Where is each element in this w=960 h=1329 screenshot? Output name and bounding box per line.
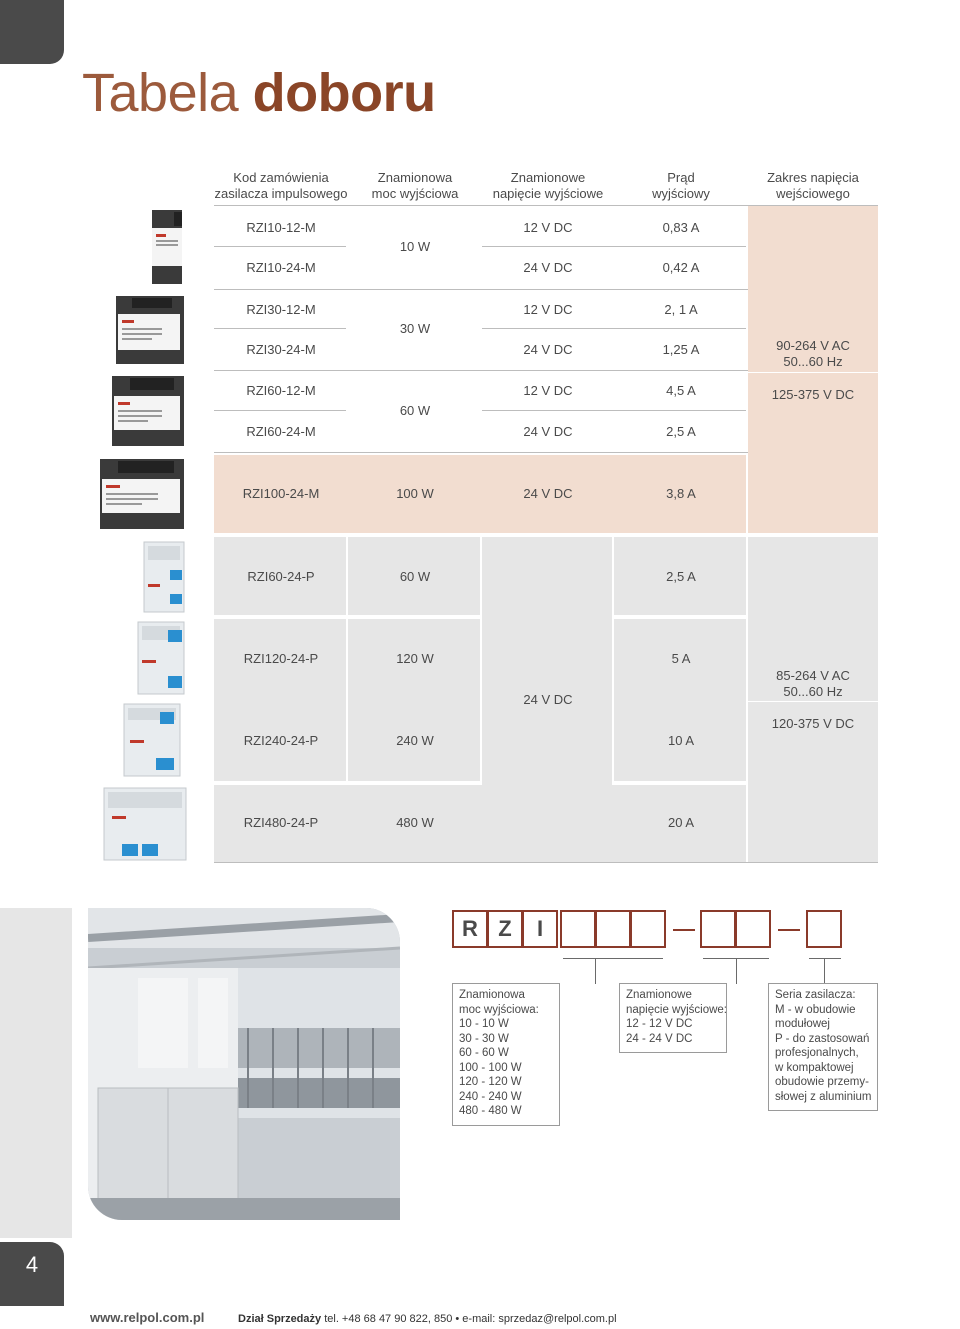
product-image-rzi60p — [140, 540, 190, 614]
power-rzi10: 10 W — [399, 239, 431, 254]
power-rzi120p: 120 W — [396, 651, 434, 666]
power-rzi30: 30 W — [399, 321, 431, 336]
input-range-p-dc: 120-375 V DC — [771, 716, 855, 731]
code-slot-power — [560, 910, 596, 948]
divider — [214, 370, 748, 371]
voltage-rzi10-24: 24 V DC — [523, 260, 573, 275]
divider — [214, 452, 748, 453]
product-image-rzi240p — [120, 702, 186, 778]
footer-contact: Dział Sprzedaży tel. +48 68 47 90 822, 850 • e-mail: sprzedaz@relpol.com.pl — [238, 1313, 617, 1325]
code-rzi10-12: RZI10-12-M — [246, 220, 316, 235]
current-rzi10-24: 0,42 A — [662, 260, 700, 275]
code-slot-power — [630, 910, 666, 948]
voltage-rzi60-24: 24 V DC — [523, 424, 573, 439]
connector-power — [595, 958, 596, 984]
voltage-p-series: 24 V DC — [523, 692, 573, 707]
connector-series — [824, 958, 825, 984]
current-rzi60p: 2,5 A — [666, 569, 696, 584]
page-number: 4 — [25, 1252, 39, 1277]
code-dash — [673, 929, 695, 931]
divider — [214, 246, 346, 247]
current-rzi30-24: 1,25 A — [662, 342, 700, 357]
p-row2-current-bg — [614, 619, 746, 781]
code-rzi60-12: RZI60-12-M — [246, 383, 316, 398]
power-rzi60: 60 W — [399, 403, 431, 418]
code-letter-z: Z — [487, 910, 523, 948]
code-rzi240p: RZI240-24-P — [243, 733, 319, 748]
input-range-m-dc: 125-375 V DC — [771, 387, 855, 402]
divider — [482, 246, 746, 247]
input-range-p-ac: 85-264 V AC 50...60 Hz — [776, 668, 850, 699]
legend-power: Znamionowa moc wyjściowa: 10 - 10 W 30 - 30 W 60 - 60 W 100 - 100 W 120 - 120 W 240 - 240 W 480 - 480 W — [452, 983, 560, 1126]
code-rzi120p: RZI120-24-P — [243, 651, 319, 666]
header-power: Znamionowa moc wyjściowa — [371, 170, 459, 201]
product-image-rzi60 — [108, 372, 188, 450]
legend-voltage: Znamionowe napięcie wyjściowe: 12 - 12 V DC 24 - 24 V DC — [619, 983, 727, 1053]
product-image-rzi30 — [112, 292, 188, 368]
code-rzi60p: RZI60-24-P — [247, 569, 315, 584]
divider — [482, 328, 746, 329]
divider — [214, 410, 346, 411]
voltage-rzi30-12: 12 V DC — [523, 302, 573, 317]
divider — [214, 862, 878, 863]
current-rzi30-12: 2, 1 A — [664, 302, 698, 317]
product-image-rzi10 — [148, 208, 188, 286]
current-rzi240p: 10 A — [667, 733, 695, 748]
current-rzi120p: 5 A — [671, 651, 691, 666]
product-image-rzi480p — [100, 786, 190, 862]
code-rzi60-24: RZI60-24-M — [246, 424, 316, 439]
current-rzi60-12: 4,5 A — [666, 383, 696, 398]
power-rzi60p: 60 W — [399, 569, 431, 584]
divider — [482, 410, 746, 411]
current-rzi60-24: 2,5 A — [666, 424, 696, 439]
code-slot-voltage — [700, 910, 736, 948]
product-image-rzi100 — [96, 455, 188, 533]
input-range-m-ac: 90-264 V AC 50...60 Hz — [776, 338, 850, 369]
current-rzi100: 3,8 A — [666, 486, 696, 501]
corner-tab-top — [0, 0, 64, 64]
footer-url[interactable]: www.relpol.com.pl — [90, 1310, 205, 1325]
current-rzi10-12: 0,83 A — [662, 220, 700, 235]
code-rzi100: RZI100-24-M — [242, 486, 320, 501]
divider — [748, 372, 878, 373]
power-rzi480p: 480 W — [396, 815, 434, 830]
p-row2-code-bg — [214, 619, 346, 781]
divider — [214, 289, 748, 290]
divider — [214, 205, 878, 206]
divider — [748, 701, 878, 702]
header-current: Prąd wyjściowy — [652, 170, 710, 201]
product-image-rzi120p — [134, 620, 190, 696]
code-letter-i: I — [522, 910, 558, 948]
voltage-rzi60-12: 12 V DC — [523, 383, 573, 398]
left-grey-panel — [0, 908, 72, 1238]
code-letter-r: R — [452, 910, 488, 948]
current-rzi480p: 20 A — [667, 815, 695, 830]
legend-series: Seria zasilacza: M - w obudowie modułowej P - do zastosowań profesjonalnych, w kompaktowej obudowie przemy- słowej z aluminium — [768, 983, 878, 1111]
header-code: Kod zamówienia zasilacza impulsowego — [214, 170, 348, 201]
code-rzi10-24: RZI10-24-M — [246, 260, 316, 275]
code-slot-voltage — [735, 910, 771, 948]
bracket-series — [809, 958, 841, 959]
voltage-rzi100: 24 V DC — [523, 486, 573, 501]
header-voltage: Znamionowe napięcie wyjściowe — [492, 170, 604, 201]
factory-photo — [88, 908, 400, 1220]
power-rzi240p: 240 W — [396, 733, 434, 748]
bracket-power — [563, 958, 663, 959]
divider — [214, 328, 346, 329]
code-slot-series — [806, 910, 842, 948]
connector-voltage — [736, 958, 737, 984]
code-rzi480p: RZI480-24-P — [243, 815, 319, 830]
p-row2-power-bg — [348, 619, 480, 781]
code-rzi30-24: RZI30-24-M — [246, 342, 316, 357]
voltage-rzi10-12: 12 V DC — [523, 220, 573, 235]
voltage-rzi30-24: 24 V DC — [523, 342, 573, 357]
power-rzi100: 100 W — [396, 486, 434, 501]
code-slot-power — [595, 910, 631, 948]
code-rzi30-12: RZI30-12-M — [246, 302, 316, 317]
code-dash — [778, 929, 800, 931]
page-title: Tabela doboru — [82, 63, 436, 123]
header-input: Zakres napięcia wejściowego — [767, 170, 859, 201]
